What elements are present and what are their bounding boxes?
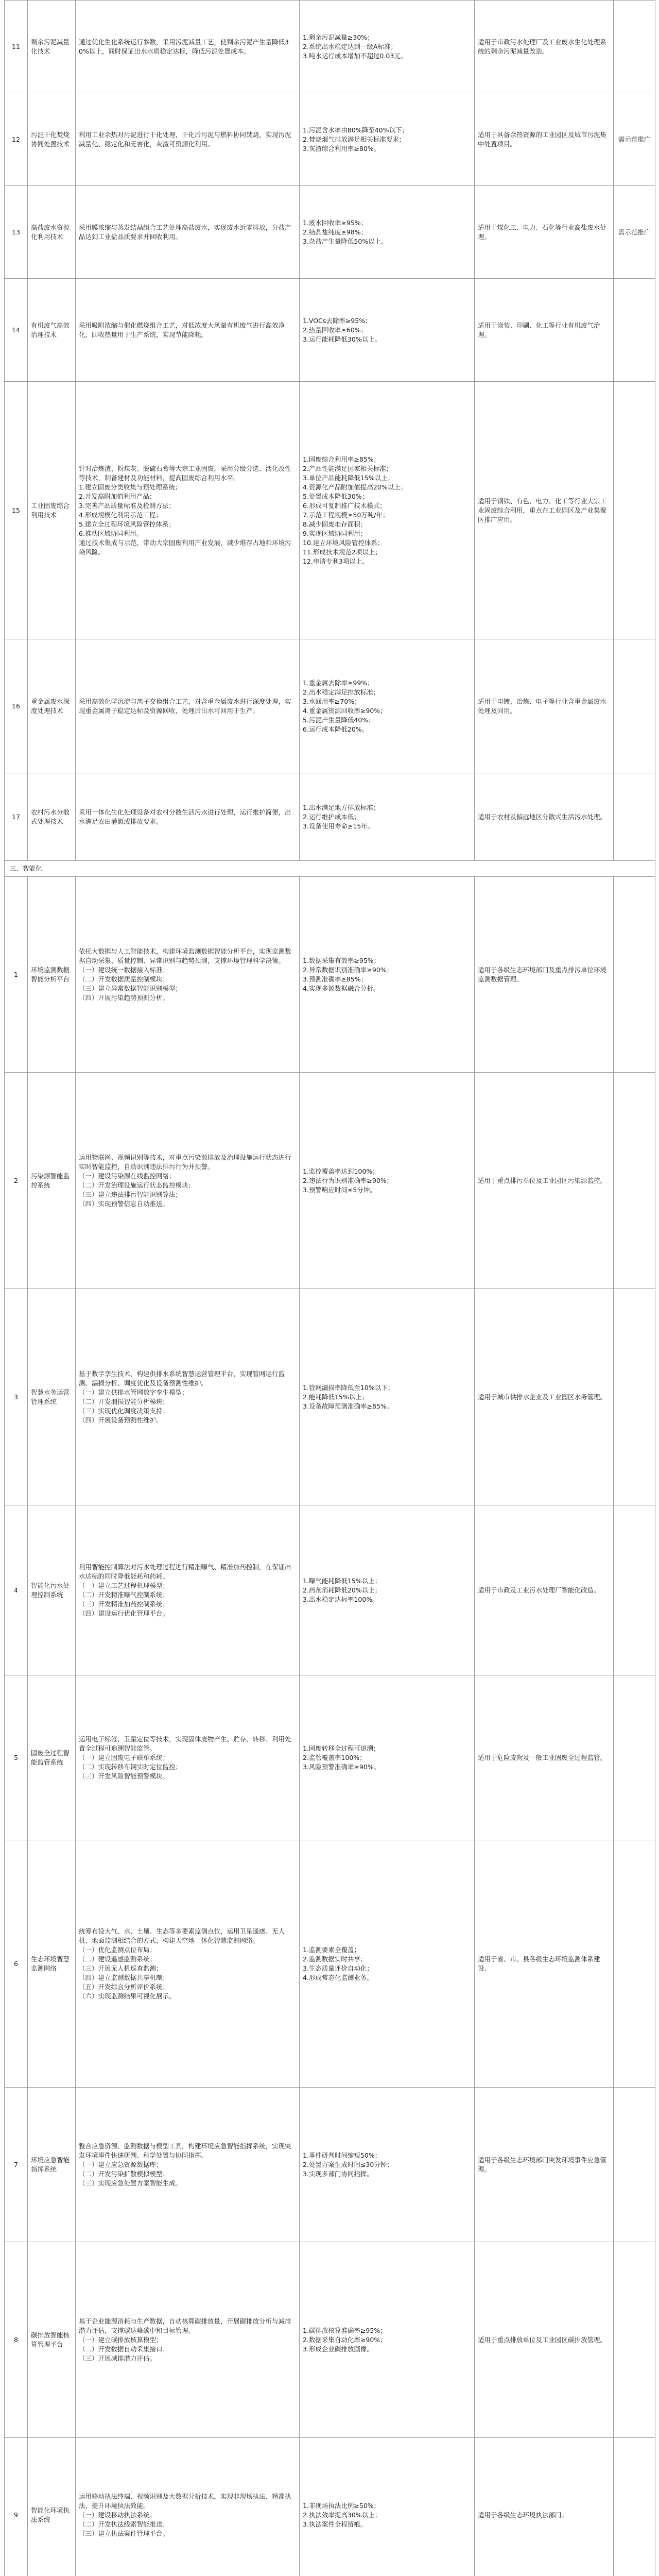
table-row <box>5 93 655 186</box>
row-main-content: 针对冶炼渣、粉煤灰、脱硫石膏等大宗工业固废，采用分级分选、活化改性等技术，制备建材及功能材料，提高固废综合利用水平。 1.建立固废分类收集与预处理系统； 2.开发高附加值利用产品； 3.完善产品质量标准及检测方法； 4.形成规模化利用示范工程； 5.建立全过程环境风险管控体系； 6.推动区域协同利用。 通过技术集成与示范，带动大宗固废利用产业发展，减少堆存占地和环境污染风险。 <box>76 382 300 639</box>
row-remark: 需示范推广 <box>614 186 655 279</box>
row-main-content: 基于数字孪生技术，构建供排水系统智慧运营管理平台，实现管网运行监测、漏损分析、调度优化及设备预测性维护。 （一）建立供排水管网数字孪生模型； （二）开发漏损智能分析模块； （三）实现优化调度决策支持； （四）开展设备预测性维护。 <box>76 1289 300 1505</box>
row-remark <box>614 382 655 639</box>
row-main-content: 运用移动执法终端、视频识别及大数据分析技术，实现非现场执法、精准执法，提升环境执法效能。 （一）建设移动执法系统； （二）开发执法线索智能推送； （三）建立执法案件管理平台。 <box>76 2438 300 2576</box>
row-main-content: 采用一体化生化处理设备对农村分散生活污水进行处理，运行维护简便，出水满足农田灌溉或排放要求。 <box>76 773 300 861</box>
row-remark: 需示范推广 <box>614 93 655 186</box>
row-main-content: 依托大数据与人工智能技术，构建环境监测数据智能分析平台，实现监测数据自动采集、质量控制、异常识别与趋势预测，支撑环境管理科学决策。 （一）建设统一数据接入标准； （二）开发数据质量控制模块； （三）建立异常数据智能识别模型； （四）开展污染趋势预测分析。 <box>76 877 300 1073</box>
row-performance-target: 1.重金属去除率≥99%； 2.出水稳定满足排放标准； 3.水回用率≥70%； 4.重金属资源回收率≥90%； 5.污泥产生量降低40%； 6.运行成本降低20%。 <box>300 639 475 773</box>
row-index: 16 <box>5 639 28 773</box>
row-application-scope: 适用于重点排放单位及工业园区碳排放管理。 <box>475 2242 614 2438</box>
row-application-scope: 适用于市政及工业污水处理厂智能化改造。 <box>475 1505 614 1675</box>
row-technology-name: 工业固废综合利用技术 <box>28 382 76 639</box>
row-technology-name: 智能化环境执法系统 <box>28 2438 76 2576</box>
row-application-scope: 适用于重点排污单位及工业园区污染源监控。 <box>475 1073 614 1289</box>
row-index: 7 <box>5 2088 28 2242</box>
row-application-scope: 适用于涂装、印刷、化工等行业有机废气治理。 <box>475 279 614 382</box>
row-index: 4 <box>5 1505 28 1675</box>
table-row <box>5 1675 655 1840</box>
row-performance-target: 1.污泥含水率由80%降至40%以下； 2.焚烧烟气排放满足相关标准要求； 3.灰渣综合利用率≥80%。 <box>300 93 475 186</box>
table-row <box>5 773 655 861</box>
row-technology-name: 重金属废水深度处理技术 <box>28 639 76 773</box>
table-row <box>5 2242 655 2438</box>
row-index: 3 <box>5 1289 28 1505</box>
table-row <box>5 279 655 382</box>
row-main-content: 统筹布设大气、水、土壤、生态等多要素监测点位，运用卫星遥感、无人机、地面监测相结合的方式，构建天空地一体化智慧监测网络。 （一）优化监测点位布局； （二）建设遥感监测系统； （三）开展无人机巡查监测； （四）建立监测数据共享机制； （五）开发综合分析评价系统； （六）实现监测结果可视化展示。 <box>76 1840 300 2088</box>
row-performance-target: 1.监控覆盖率达到100%； 2.违法行为识别准确率≥90%； 3.预警响应时间≤5分钟。 <box>300 1073 475 1289</box>
row-performance-target: 1.管网漏损率降低至10%以下； 2.能耗降低15%以上； 3.设备故障预测准确率≥85%。 <box>300 1289 475 1505</box>
row-remark <box>614 1289 655 1505</box>
row-index: 11 <box>5 1 28 93</box>
row-remark <box>614 279 655 382</box>
row-remark <box>614 639 655 773</box>
row-remark <box>614 2088 655 2242</box>
row-index: 13 <box>5 186 28 279</box>
row-performance-target: 1.剩余污泥减量≥30%； 2.系统出水稳定达到一级A标准； 3.吨水运行成本增加不超过0.03元。 <box>300 1 475 93</box>
row-application-scope: 适用于煤化工、电力、石化等行业高盐废水处理。 <box>475 186 614 279</box>
row-application-scope: 适用于具备余热资源的工业园区及城市污泥集中处置项目。 <box>475 93 614 186</box>
row-index: 2 <box>5 1073 28 1289</box>
row-performance-target: 1.出水满足地方排放标准； 2.运行维护成本低； 3.设备使用寿命≥15年。 <box>300 773 475 861</box>
table-row <box>5 2088 655 2242</box>
row-performance-target: 1.非现场执法比例≥50%； 2.执法效率提高30%以上； 3.执法案件全程留痕。 <box>300 2438 475 2576</box>
row-remark <box>614 877 655 1073</box>
table-body <box>5 1 655 2576</box>
row-technology-name: 生态环境智慧监测网络 <box>28 1840 76 2088</box>
row-main-content: 利用智能控制算法对污水处理过程进行精准曝气、精准加药控制，在保证出水达标的同时降低能耗和药耗。 （一）建立工艺过程机理模型； （二）开发精准曝气控制系统； （三）开发精准加药控制系统； （四）建设运行优化管理平台。 <box>76 1505 300 1675</box>
row-application-scope: 适用于各级生态环境执法部门。 <box>475 2438 614 2576</box>
row-technology-name: 智能化污水处理控制系统 <box>28 1505 76 1675</box>
row-index: 9 <box>5 2438 28 2576</box>
row-technology-name: 农村污水分散式处理技术 <box>28 773 76 861</box>
row-technology-name: 固废全过程智能监管系统 <box>28 1675 76 1840</box>
row-technology-name: 环境监测数据智能分析平台 <box>28 877 76 1073</box>
row-main-content: 运用电子标签、卫星定位等技术，实现固体废物产生、贮存、转移、利用处置全过程可追溯智能监管。 （一）建立固废电子联单系统； （二）实现转移车辆实时定位监控； （三）开发风险智能预警模块。 <box>76 1675 300 1840</box>
row-index: 8 <box>5 2242 28 2438</box>
row-application-scope: 适用于市政污水处理厂及工业废水生化处理系统的剩余污泥减量改造。 <box>475 1 614 93</box>
row-remark <box>614 2438 655 2576</box>
row-technology-name: 环境应急智能指挥系统 <box>28 2088 76 2242</box>
row-technology-name: 污泥干化焚烧协同处置技术 <box>28 93 76 186</box>
row-performance-target: 1.事件研判时间缩短50%； 2.处置方案生成时间≤30分钟； 3.实现多部门协同指挥。 <box>300 2088 475 2242</box>
row-main-content: 通过优化生化系统运行参数，采用污泥减量工艺，使剩余污泥产生量降低30%以上，同时保证出水水质稳定达标，降低污泥处置成本。 <box>76 1 300 93</box>
table-row <box>5 2438 655 2576</box>
table-row <box>5 1 655 93</box>
row-index: 12 <box>5 93 28 186</box>
row-index: 5 <box>5 1675 28 1840</box>
table-row <box>5 186 655 279</box>
row-application-scope: 适用于钢铁、有色、电力、化工等行业大宗工业固废综合利用，重点在工业园区及产业集聚区推广应用。 <box>475 382 614 639</box>
row-main-content: 利用工业余热对污泥进行干化处理，干化后污泥与燃料协同焚烧，实现污泥减量化、稳定化和无害化，灰渣可资源化利用。 <box>76 93 300 186</box>
table-row <box>5 382 655 639</box>
row-main-content: 采用膜浓缩与蒸发结晶组合工艺处理高盐废水，实现废水近零排放，分盐产品达到工业盐品质要求并回收利用。 <box>76 186 300 279</box>
row-application-scope: 适用于省、市、县各级生态环境监测体系建设。 <box>475 1840 614 2088</box>
row-remark <box>614 1073 655 1289</box>
row-main-content: 整合应急资源、监测数据与模型工具，构建环境应急智能指挥系统，实现突发环境事件快速研判、科学处置与协同指挥。 （一）建立应急资源数据库； （二）开发污染扩散模拟模型； （三）实现应急处置方案智能生成。 <box>76 2088 300 2242</box>
row-performance-target: 1.监测要素全覆盖； 2.监测数据实时共享； 3.生态质量评价自动化； 4.形成常态化监测业务。 <box>300 1840 475 2088</box>
row-application-scope: 适用于各级生态环境部门突发环境事件应急管理。 <box>475 2088 614 2242</box>
row-technology-name: 碳排放智能核算管理平台 <box>28 2242 76 2438</box>
section-heading-row <box>5 861 655 877</box>
table-row <box>5 1073 655 1289</box>
table-row <box>5 639 655 773</box>
table-row <box>5 1289 655 1505</box>
row-performance-target: 1.碳排放核算准确率≥95%； 2.数据采集自动化率≥90%； 3.形成企业碳排放画像。 <box>300 2242 475 2438</box>
row-application-scope: 适用于危险废物及一般工业固废全过程监管。 <box>475 1675 614 1840</box>
row-remark <box>614 1505 655 1675</box>
row-performance-target: 1.数据采集有效率≥95%； 2.异常数据识别准确率≥90%； 3.预测准确率≥85%； 4.实现多源数据融合分析。 <box>300 877 475 1073</box>
row-index: 6 <box>5 1840 28 2088</box>
row-application-scope: 适用于城市供排水企业及工业园区水务管理。 <box>475 1289 614 1505</box>
table-row <box>5 1505 655 1675</box>
row-main-content: 采用吸附浓缩与催化燃烧组合工艺，对低浓度大风量有机废气进行高效净化，回收热量用于生产系统，实现节能降耗。 <box>76 279 300 382</box>
table-row <box>5 1840 655 2088</box>
row-main-content: 采用高效化学沉淀与离子交换组合工艺，对含重金属废水进行深度处理，实现重金属离子稳定达标及资源回收，处理后出水可回用于生产。 <box>76 639 300 773</box>
row-technology-name: 剩余污泥减量化技术 <box>28 1 76 93</box>
row-remark <box>614 1675 655 1840</box>
row-remark <box>614 1840 655 2088</box>
row-performance-target: 1.废水回收率≥95%； 2.结晶盐纯度≥98%； 3.杂盐产生量降低50%以上。 <box>300 186 475 279</box>
row-technology-name: 有机废气高效治理技术 <box>28 279 76 382</box>
row-index: 1 <box>5 877 28 1073</box>
row-performance-target: 1.VOCs去除率≥95%； 2.热量回收率≥60%； 3.运行能耗降低30%以上。 <box>300 279 475 382</box>
row-performance-target: 1.固废转移全过程可追溯； 2.监管覆盖率100%； 3.风险预警准确率≥90%。 <box>300 1675 475 1840</box>
row-index: 17 <box>5 773 28 861</box>
row-performance-target: 1.曝气能耗降低15%以上； 2.药剂消耗降低20%以上； 3.出水稳定达标率100%。 <box>300 1505 475 1675</box>
technology-catalog-table <box>4 0 655 2576</box>
row-remark <box>614 1 655 93</box>
row-index: 14 <box>5 279 28 382</box>
table-row <box>5 877 655 1073</box>
row-performance-target: 1.固废综合利用率≥85%； 2.产品性能满足国家相关标准； 3.单位产品能耗降低15%以上； 4.资源化产品附加值提高20%以上； 5.处置成本降低30%； 6.形成可复制推广技术模式； 7.示范工程规模≥50万吨/年； 8.减少固废堆存面积； 9.实现区域协同利用； 10.建立环境风险管控体系； 11.形成技术规范2项以上； 12.申请专利3项以上。 <box>300 382 475 639</box>
row-remark <box>614 2242 655 2438</box>
row-technology-name: 高盐废水资源化利用技术 <box>28 186 76 279</box>
row-main-content: 运用物联网、视频识别等技术，对重点污染源排放及治理设施运行状态进行实时智能监控，自动识别违法排污行为并预警。 （一）建设污染源在线监控网络； （二）开发治理设施运行状态监控模块； （三）建立违法排污智能识别算法； （四）实现预警信息自动推送。 <box>76 1073 300 1289</box>
row-application-scope: 适用于各级生态环境部门及重点排污单位环境监测数据管理。 <box>475 877 614 1073</box>
row-main-content: 基于企业能源消耗与生产数据，自动核算碳排放量，开展碳排放分析与减排潜力评估，支撑碳达峰碳中和目标管理。 （一）建立碳排放核算模型； （二）开发数据自动采集接口； （三）开展减排潜力评估。 <box>76 2242 300 2438</box>
row-technology-name: 污染源智能监控系统 <box>28 1073 76 1289</box>
row-application-scope: 适用于农村及偏远地区分散式生活污水处理。 <box>475 773 614 861</box>
section-title: 三、智能化 <box>5 861 655 877</box>
row-index: 15 <box>5 382 28 639</box>
row-application-scope: 适用于电镀、冶炼、电子等行业含重金属废水处理及回用。 <box>475 639 614 773</box>
row-remark <box>614 773 655 861</box>
row-technology-name: 智慧水务运营管理系统 <box>28 1289 76 1505</box>
